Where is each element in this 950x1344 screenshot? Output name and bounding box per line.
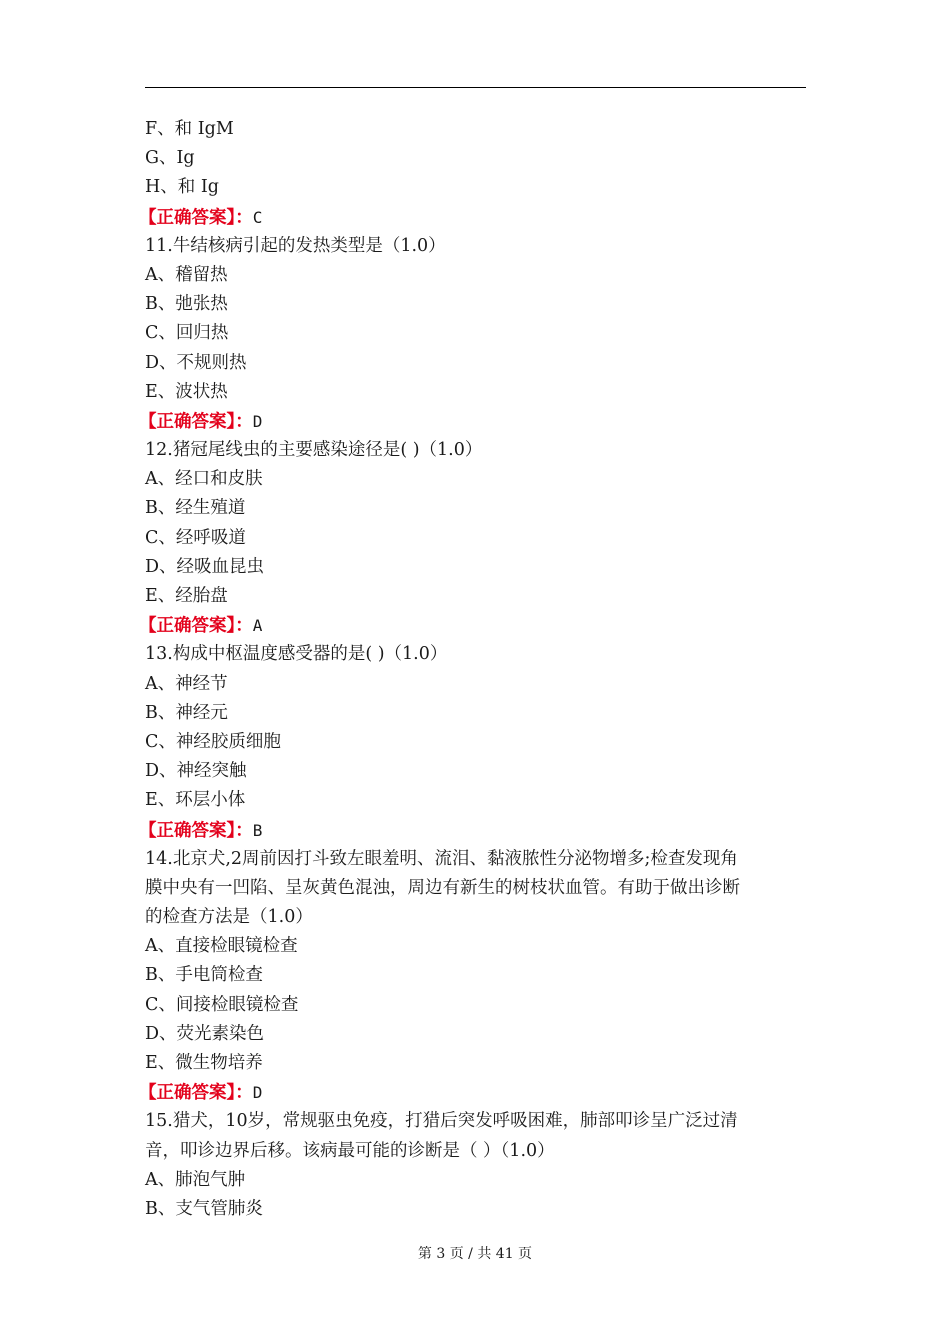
option-c: C、神经胶质细胞 [145, 731, 281, 752]
answer-label: 【正确答案】： [139, 207, 253, 228]
option-b: B、经生殖道 [145, 498, 246, 519]
question-stem-line: 的检查方法是（1.0） [145, 907, 313, 928]
option-e: E、经胎盘 [145, 586, 228, 606]
option-b: B、弛张热 [145, 294, 228, 315]
question-stem-line: 音，叩诊边界后移。该病最可能的诊断是（ ）（1.0） [145, 1140, 555, 1161]
option-a: A、神经节 [145, 673, 228, 694]
option-b: B、支气管肺炎 [145, 1198, 263, 1219]
answer-value: C [252, 207, 263, 227]
answer-line [139, 816, 806, 845]
question-stem-line: 膜中央有一凹陷、呈灰黄色混浊，周边有新生的树枝状血管。有助于做出诊断 [145, 877, 740, 898]
question-stem-line: 15.猎犬，10岁，常规驱虫免疫，打猎后突发呼吸困难，肺部叩诊呈广泛过清 [145, 1111, 738, 1132]
option-a: A、肺泡气肿 [145, 1169, 246, 1190]
answer-line [139, 203, 806, 232]
option-d: D、荧光素染色 [145, 1023, 265, 1044]
answer-label: 【正确答案】： [139, 411, 253, 432]
page-footer: 第 3 页 / 共 41 页 [417, 1246, 533, 1262]
answer-value: B [252, 820, 263, 840]
option-f: F、和 IgM [145, 119, 234, 139]
option-c: C、回归热 [145, 323, 229, 344]
option-a: A、稽留热 [145, 264, 228, 285]
option-d: D、不规则热 [145, 352, 247, 373]
answer-line [139, 407, 806, 436]
option-c: C、经呼吸道 [145, 527, 246, 548]
question-stem: 13.构成中枢温度感受器的是( )（1.0） [145, 644, 448, 665]
answer-label: 【正确答案】： [139, 820, 253, 841]
answer-value: D [252, 411, 263, 431]
answer-line [139, 611, 806, 640]
answer-value: D [252, 1083, 263, 1103]
answer-value: A [252, 616, 263, 636]
question-stem: 12.猪冠尾线虫的主要感染途径是( )（1.0） [145, 440, 483, 461]
option-e: E、微生物培养 [145, 1053, 263, 1073]
answer-label: 【正确答案】： [139, 1083, 253, 1104]
option-g: G、Ig [145, 148, 195, 169]
page-content [139, 115, 806, 1224]
question-stem: 11.牛结核病引起的发热类型是（1.0） [145, 235, 446, 256]
option-c: C、间接检眼镜检查 [145, 994, 299, 1015]
option-d: D、经吸血昆虫 [145, 556, 265, 577]
answer-line [139, 1078, 806, 1107]
option-e: E、环层小体 [145, 790, 246, 811]
option-b: B、神经元 [145, 702, 228, 723]
option-e: E、波状热 [145, 381, 228, 402]
header-rule [145, 87, 806, 88]
option-b: B、手电筒检查 [145, 965, 263, 986]
option-a: A、经口和皮肤 [145, 469, 263, 490]
answer-label: 【正确答案】： [139, 616, 253, 637]
option-a: A、直接检眼镜检查 [145, 936, 298, 957]
option-d: D、神经突触 [145, 761, 247, 782]
option-h: H、和 Ig [145, 177, 219, 198]
question-stem-line: 14.北京犬,2周前因打斗致左眼羞明、流泪、黏液脓性分泌物增多;检查发现角 [145, 848, 738, 869]
